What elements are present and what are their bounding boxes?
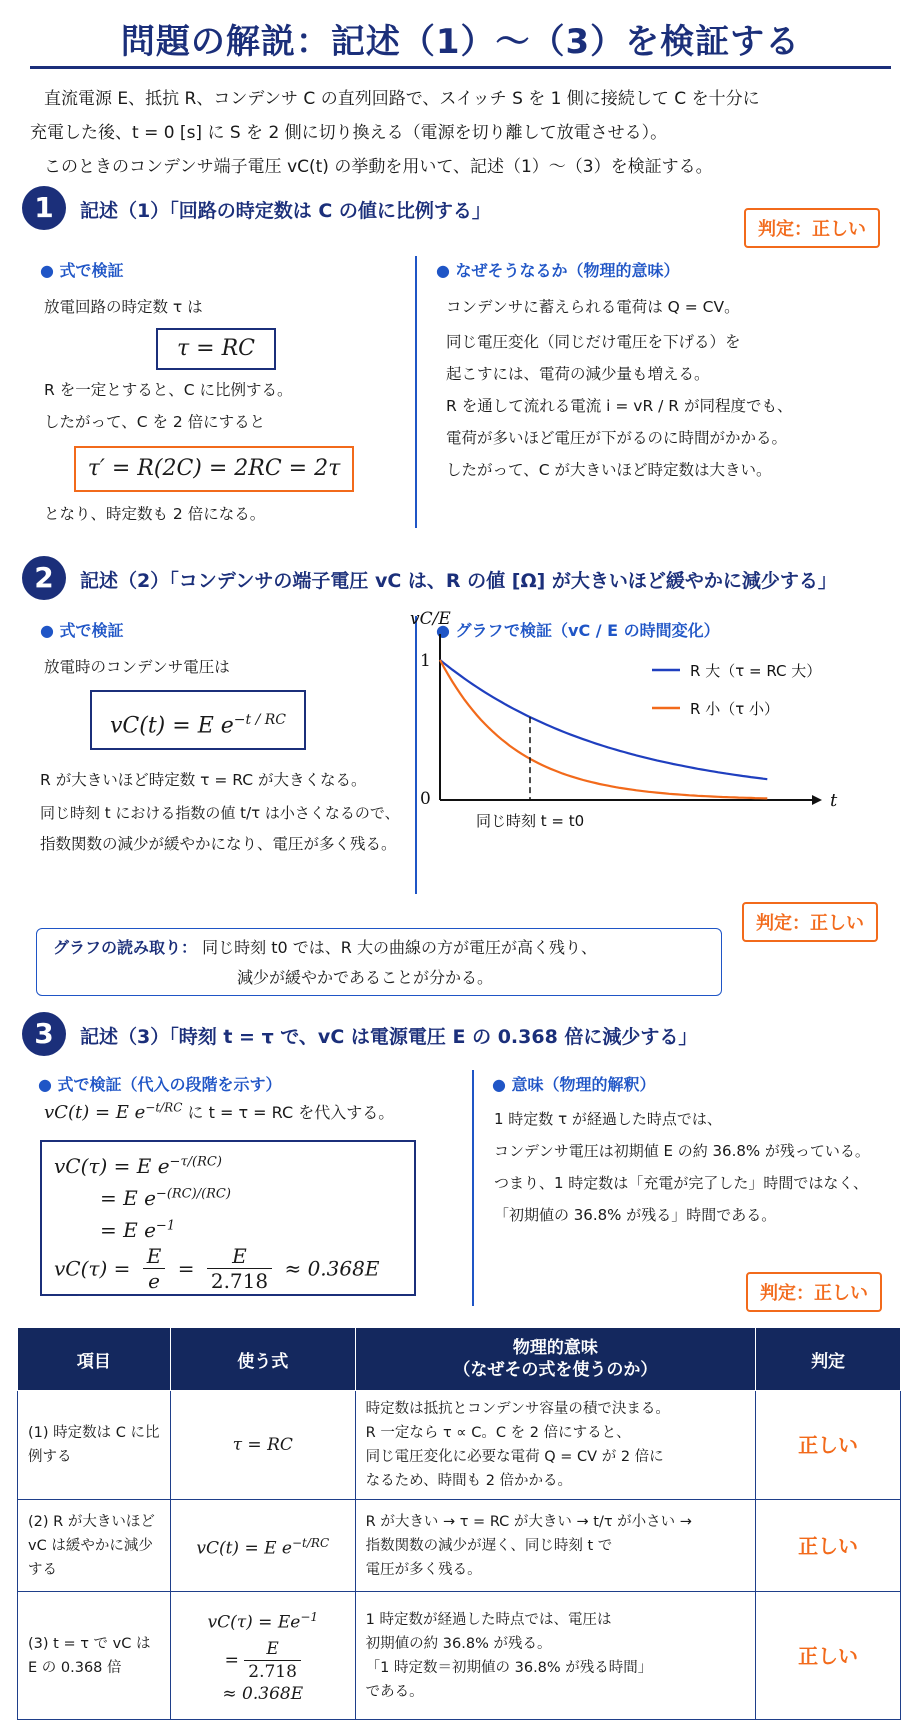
section-2-l4: 指数関数の減少が緩やかになり、電圧が多く残る。 [40,835,397,853]
header-meaning-a: 物理的意味 [512,1338,598,1358]
graph-reading-label: グラフの読み取り： [53,938,198,957]
derivation-line-3 [100,1218,175,1242]
row-3-frac-den: 2.718 [248,1661,297,1682]
derivation-3-main: = E e [100,1218,156,1242]
y-axis-label: vC/E [410,609,451,629]
y-tick-1: 1 [420,651,431,671]
section-2-number: 2 [22,556,66,600]
table-row [18,1500,901,1592]
section-1-r5: 電荷が多いほど電圧が下がるのに時間がかかる。 [446,429,788,447]
row-1-m4: なるため、時間も 2 倍かかる。 [365,1473,573,1489]
legend-label-1: R 大（τ = RC 大） [690,662,822,680]
section-1-l4: となり、時定数も 2 倍になる。 [44,505,266,523]
header-meaning-b: （なぜその式を使うのか） [453,1360,658,1380]
section-3-number: 3 [22,1012,66,1056]
section-3-right-heading: ● 意味（物理的解釈） [492,1075,656,1094]
summary-table [17,1327,901,1720]
row-3-m1: 1 時定数が経過した時点では、電圧は [365,1611,612,1628]
section-1-number: 1 [22,186,66,230]
header-formula: 使う式 [170,1328,355,1391]
section-1-r6: したがって、C が大きいほど時定数は大きい。 [446,461,772,479]
fraction-1-den: e [148,1269,160,1293]
x-axis-arrow [812,795,822,805]
section-2-verdict: 判定：正しい [742,902,878,942]
section-1-right-heading: ● なぜそうなるか（物理的意味） [436,261,680,280]
section-1-l2: R を一定とすると、C に比例する。 [44,381,293,399]
section-1-left-heading: ● 式で検証 [40,261,124,280]
row-3-m2: 初期値の約 36.8% が残る。 [365,1635,552,1652]
graph-reading-line-1 [37,929,721,963]
section-1-right-text [446,291,793,486]
row-2-formula-exp: −t/RC [292,1535,330,1550]
intro-text [30,82,900,184]
section-3-r4: 「初期値の 36.8% が残る」時間である。 [494,1206,777,1224]
section-1-r1: コンデンサに蓄えられる電荷は Q = CV。 [446,298,740,316]
row-1-meaning [355,1391,755,1500]
graph-reading-note [36,928,722,996]
section-2-l1: 放電時のコンデンサ電圧は [44,658,230,676]
row-2-m3: 電圧が多く残る。 [365,1561,482,1578]
row-2-judge: 正しい [756,1500,901,1592]
row-1-m2: R 一定なら τ ∝ C。C を 2 倍にすると、 [365,1425,631,1441]
section-1-l1: 放電回路の時定数 τ は [44,298,203,316]
header-item: 項目 [18,1328,171,1391]
section-2-right-heading: ● グラフで検証（vC / E の時間変化） [436,621,720,640]
intro-line-3: このときのコンデンサ端子電圧 vC(t) の挙動を用いて、記述（1）〜（3）を検証する。 [44,157,713,177]
derivation-4-eq: = [177,1256,195,1281]
row-3-item: (3) t = τ で vC は E の 0.368 倍 [18,1592,171,1720]
section-3-r3: つまり、1 時定数は「充電が完了した」時間ではなく、 [494,1174,869,1192]
row-2-meaning [355,1500,755,1592]
section-1-l3: したがって、C を 2 倍にすると [44,413,266,431]
tau-equation-box: τ = RC [156,328,276,370]
derivation-3-exp: −1 [155,1218,176,1234]
row-2-item: (2) R が大きいほど vC は緩やかに減少する [18,1500,171,1592]
row-2-formula [170,1500,355,1592]
tau-double-equation-box: τ′ = R(2C) = 2RC = 2τ [74,446,354,492]
x-axis-label: t [830,790,838,811]
derivation-line-4 [54,1244,379,1293]
row-3-eq3: ≈ 0.368E [222,1683,304,1704]
row-2-m1: R が大きい → τ = RC が大きい → t/τ が小さい → [365,1513,692,1530]
row-1-m3: 同じ電圧変化に必要な電荷 Q = CV が 2 倍に [365,1449,664,1465]
row-3-fraction [244,1638,301,1683]
fraction-2-den: 2.718 [210,1269,269,1293]
section-1-r2: 同じ電圧変化（同じだけ電圧を下げる）を [446,333,741,351]
section-3-title: 記述（3）「時刻 t = τ で、vC は電源電圧 E の 0.368 倍に減少する」 [80,1026,698,1048]
derivation-4-left: vC(τ) = [54,1256,131,1281]
row-3-judge: 正しい [756,1592,901,1720]
row-1-m1: 時定数は抵抗とコンデンサ容量の積で決まる。 [365,1401,670,1417]
derivation-4-right: ≈ 0.368E [284,1256,380,1281]
derivation-2-main: = E e [100,1186,156,1210]
derivation-2-exp: −(RC)/(RC) [155,1186,231,1202]
row-3-formula [170,1592,355,1720]
graph-reading-text-b: 減少が緩やかであることが分かる。 [237,968,494,987]
title-divider [30,66,891,69]
page-title: 問題の解説：記述（1）〜（3）を検証する [120,22,801,62]
chart-layer [410,609,838,830]
derivation-line-1 [54,1154,222,1178]
graph-reading-text-a: 同じ時刻 t0 では、R 大の曲線の方が電圧が高く残り、 [202,938,597,957]
row-1-judge: 正しい [756,1391,901,1500]
row-3-eq1: vC(τ) = Ee [207,1612,301,1633]
fraction-e-over-2718 [207,1244,272,1293]
row-1-formula: τ = RC [170,1391,355,1500]
header-judge: 判定 [756,1328,901,1391]
section-1-title: 記述（1）「回路の時定数は C の値に比例する」 [80,200,491,222]
row-2-m2: 指数関数の減少が遅く、同じ時刻 t で [365,1537,613,1554]
row-3-formula-1 [181,1606,345,1634]
derivation-1-main: vC(τ) = E e [54,1154,170,1178]
fraction-2-num: E [207,1244,272,1269]
section-2-l3: 同じ時刻 t における指数の値 t/τ は小さくなるので、 [40,804,400,822]
table-row [18,1592,901,1720]
row-1-item: (1) 時定数は C に比例する [18,1391,171,1500]
intro-line-1: 直流電源 E、抵抗 R、コンデンサ C の直列回路で、スイッチ S を 1 側に接続して C を十分に [44,89,760,109]
intro-line-2: 充電した後、t = 0 [s] に S を 2 側に切り換える（電源を切り離して放電させる）。 [30,123,668,143]
row-3-eq1-exp: −1 [300,1610,319,1625]
y-tick-0: 0 [420,789,431,809]
vc-equation-exponent: −t / RC [233,712,286,728]
header-meaning [355,1328,755,1391]
derivation-line-2 [100,1186,231,1210]
section-3-left-heading: ● 式で検証（代入の段階を示す） [38,1075,282,1094]
section-3-right-text [494,1103,870,1231]
substitution-exp: −t/RC [145,1100,183,1115]
legend-label-2: R 小（τ 小） [690,700,779,718]
section-1-r3: 起こすには、電荷の減少量も増える。 [446,365,710,383]
row-2-formula-main: vC(t) = E e [196,1538,292,1559]
section-3-r2: コンデンサ電圧は初期値 E の約 36.8% が残っている。 [494,1142,870,1160]
row-3-formula-2 [181,1638,345,1683]
vc-equation-main: vC(t) = E e [110,713,234,739]
section-2-divider [415,616,417,894]
derivation-box [40,1140,416,1296]
section-1-r4: R を通して流れる電流 i = vR / R が同程度でも、 [446,397,793,415]
fraction-e-over-e [143,1244,166,1293]
section-2-l2: R が大きいほど時定数 τ = RC が大きくなる。 [40,771,367,789]
section-3-verdict: 判定：正しい [746,1272,882,1312]
section-3-r1: 1 時定数 τ が経過した時点では、 [494,1110,722,1128]
section-1-divider [415,256,417,528]
row-3-eq2-eq: = [224,1650,239,1671]
row-3-m3: 「1 時定数＝初期値の 36.8% が残る時間」 [365,1659,653,1676]
derivation-1-exp: −τ/(RC) [169,1154,222,1170]
section-1-verdict: 判定：正しい [744,208,880,248]
substitution-line [44,1100,394,1123]
substitution-eq: vC(t) = E e [44,1102,146,1123]
section-2-title: 記述（2）「コンデンサの端子電圧 vC は、R の値 [Ω] が大きいほど緩やかに減少する」 [80,570,837,592]
fraction-1-num: E [143,1244,166,1269]
table-header-row [18,1328,901,1391]
vc-equation-box [90,690,306,750]
row-3-frac-num: E [244,1638,301,1661]
t0-annotation: 同じ時刻 t = t0 [476,812,585,830]
series-line-2 [440,660,767,798]
section-2-left-heading: ● 式で検証 [40,621,124,640]
vc-equation [92,692,304,754]
table-row [18,1391,901,1500]
section-3-divider [472,1070,474,1306]
row-3-m4: である。 [365,1683,424,1700]
row-3-meaning [355,1592,755,1720]
substitution-text: に t = τ = RC を代入する。 [187,1103,395,1122]
